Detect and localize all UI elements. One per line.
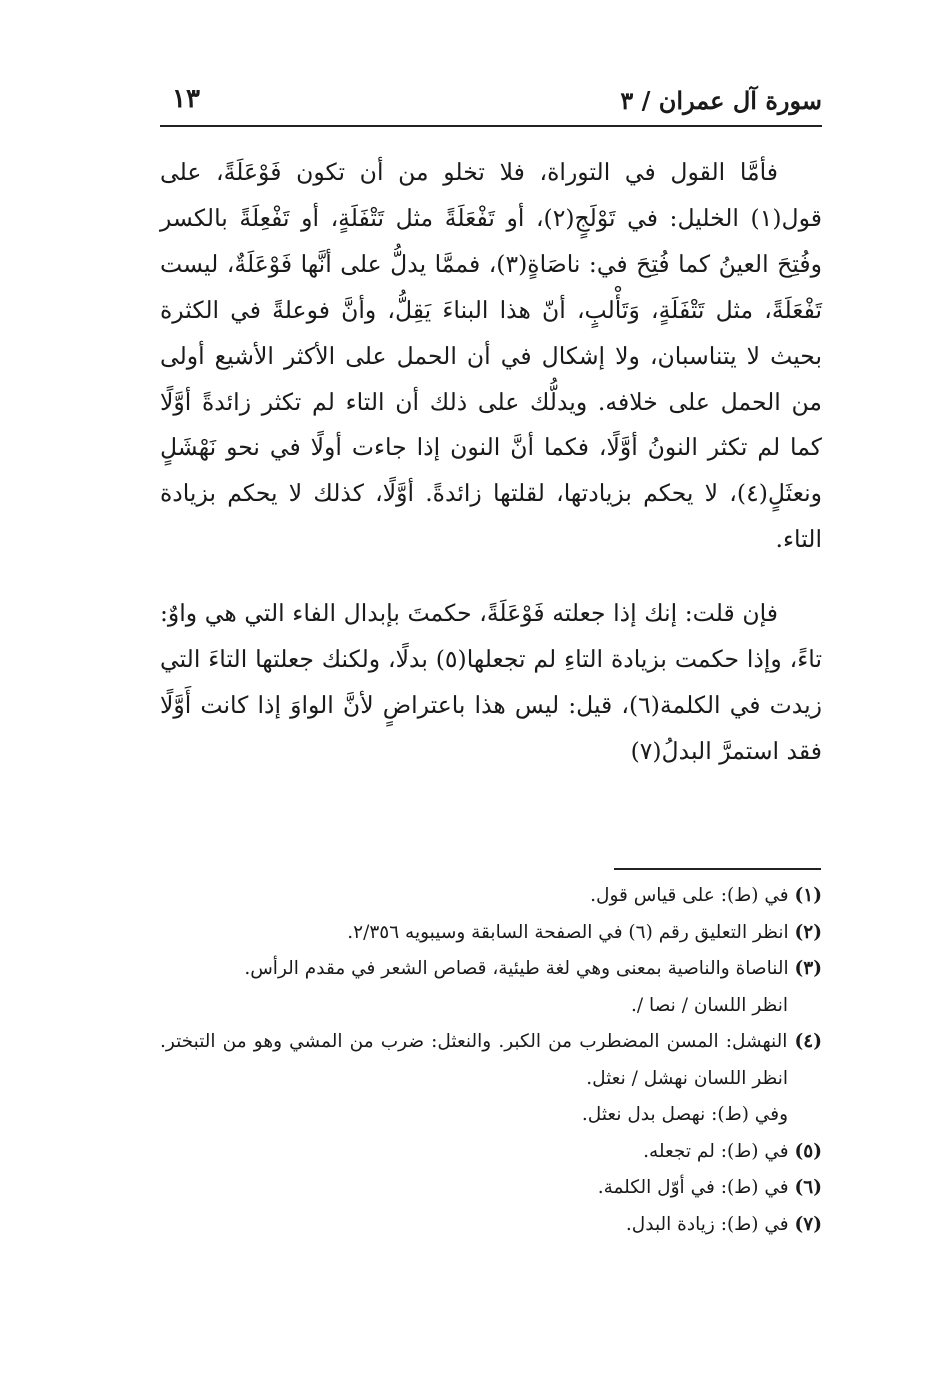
footnote-continuation: انظر اللسان / نصا /.: [631, 994, 788, 1016]
footnote-number: (٥): [794, 1140, 822, 1162]
footnote-number: (٤): [794, 1031, 822, 1052]
footnote-separator: [614, 868, 821, 870]
footnote-text: النهشل: المسن المضطرب من الكبر. والنعثل: ضرب من المشي وهو من التبختر. انظر اللسان نهشل / نعثل.: [160, 1031, 788, 1089]
footnote-number: (٧): [794, 1213, 822, 1235]
footnote-number: (٣): [794, 958, 822, 979]
footnote: [160, 1207, 822, 1244]
footnote-number: (٦): [794, 1177, 822, 1198]
paragraph: فإن قلت: إنك إذا جعلته فَوْعَلَةً، حكمتَ بإبدال الفاء التي هي واوٌ: تاءً، وإذا حكمت بزيادة التاءِ لم تجعلها(٥) بدلًا، ولكنك جعلتها التاءَ التي زيدت في الكلمة(٦)، قيل: ليس هذا باعتراضٍ لأنَّ الواوَ إذا كانت أَوَّلًا فقد استمرَّ البدلُ(٧): [160, 599, 822, 765]
running-title: سورة آل عمران / ٣: [620, 86, 822, 115]
footnote: [160, 1134, 822, 1171]
footnote-number: (١): [794, 885, 822, 906]
footnote: [160, 878, 822, 915]
paragraph: فأمَّا القول في التوراة، فلا تخلو من أن تكون فَوْعَلَةً، على قول(١) الخليل: في تَوْلَجٍ(٢)، أو تَفْعَلَةً مثل تَتْفَلَةٍ، أو تَفْعِلَةً بالكسر وفُتِحَ العينُ كما فُتِحَ في: ناصَاةٍ(٣)، فممَّا يدلُّ على أنَّها فَوْعَلَةٌ، ليست تَفْعَلَةً، مثل تَتْفَلَةٍ، وَتَأْلبٍ، أنّ هذا البناءَ يَقِلُّ، وأنَّ فوعلةً في الكثرة بحيث لا يتناسبان، ولا إشكال في أن الحمل على الأكثر الأشيع أولى من الحمل على خلافه. ويدلُّك على ذلك أن التاء لم تكثر زائدةً أوَّلًا كما لم تكثر النونُ أوَّلًا، فكما أنَّ النون إذا جاءت أولًا في نحو نَهْشَلٍ ونعثَلٍ(٤)، لا يحكم بزيادتها، لقلتها زائدةً. أوَّلًا، كذلك لا يحكم بزيادة التاء.: [160, 158, 822, 554]
page-number: ١٣: [172, 84, 200, 114]
footnote: [160, 915, 822, 952]
footnote-number: (٢): [794, 921, 822, 943]
footnote: [160, 1170, 822, 1207]
footnote-continuation: وفي (ط): نهصل بدل نعثل.: [581, 1104, 788, 1125]
footnote-text: في (ط): على قياس قول.: [590, 885, 789, 906]
footnote-text: الناصاة والناصية بمعنى وهي لغة طيئية، قصاص الشعر في مقدم الرأس.: [244, 958, 789, 979]
footnote-text: في (ط): لم تجعله.: [643, 1140, 789, 1162]
footnote-text: في (ط): في أوّل الكلمة.: [597, 1177, 789, 1198]
footnote-text: انظر التعليق رقم (٦) في الصفحة السابقة وسيبويه ٢/٣٥٦.: [347, 921, 789, 943]
page-header: [160, 82, 822, 122]
main-text: [160, 150, 822, 775]
footnote: [160, 1024, 822, 1097]
footnote-text: في (ط): زيادة البدل.: [625, 1213, 789, 1235]
footnotes: [160, 878, 822, 1243]
header-rule: [160, 125, 822, 127]
footnote: [160, 951, 822, 988]
